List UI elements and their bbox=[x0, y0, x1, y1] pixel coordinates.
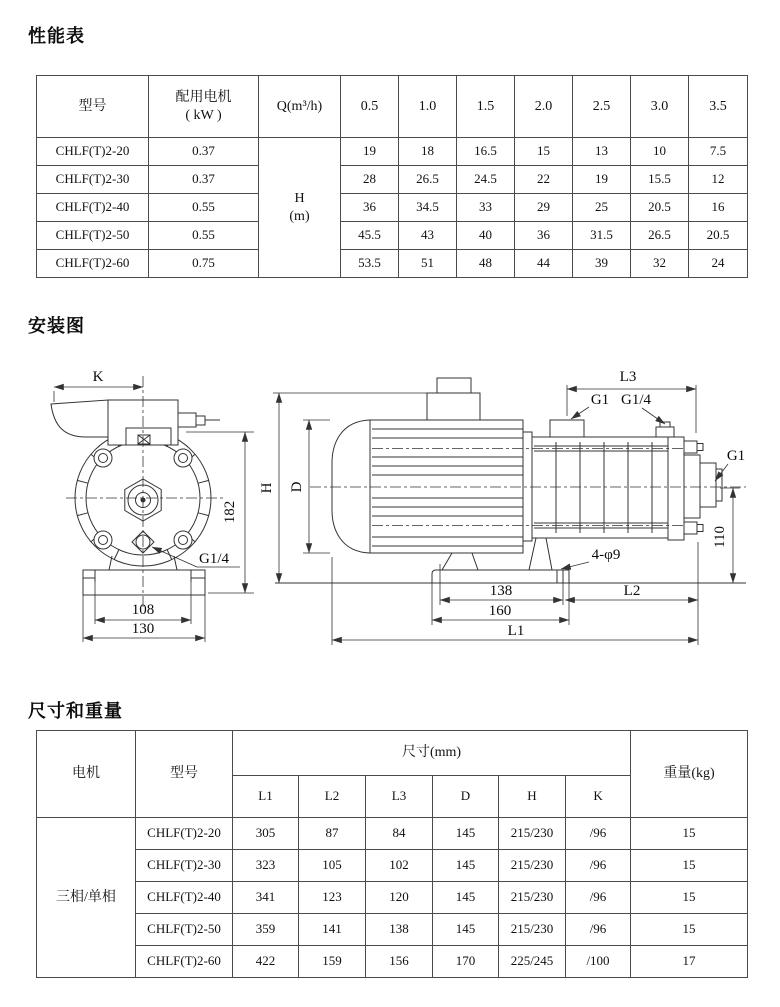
performance-section-title: 性能表 bbox=[28, 26, 85, 47]
head-value-cell: 31.5 bbox=[573, 222, 631, 250]
model-cell: CHLF(T)2-60 bbox=[136, 946, 233, 978]
dim-label-160: 160 bbox=[488, 603, 512, 619]
foot-plate bbox=[432, 570, 569, 583]
head-value-cell: 7.5 bbox=[689, 138, 748, 166]
dim-cell: 84 bbox=[366, 818, 433, 850]
head-value-cell: 25 bbox=[573, 194, 631, 222]
head-value-cell: 36 bbox=[341, 194, 399, 222]
weight-cell: 15 bbox=[631, 914, 748, 946]
head-value-cell: 19 bbox=[573, 166, 631, 194]
power-cell: 0.55 bbox=[149, 222, 259, 250]
dimensions-table bbox=[36, 730, 748, 978]
perf-header-q: Q(m³/h) bbox=[259, 76, 341, 138]
head-value-cell: 10 bbox=[631, 138, 689, 166]
perf-header-power-line2: ( kW ) bbox=[185, 107, 222, 123]
dims-subheader: L2 bbox=[299, 776, 366, 818]
dim-cell: 215/230 bbox=[499, 818, 566, 850]
dim-label-l3: L3 bbox=[619, 369, 637, 385]
model-cell: CHLF(T)2-40 bbox=[136, 882, 233, 914]
head-value-cell: 36 bbox=[515, 222, 573, 250]
head-value-cell: 22 bbox=[515, 166, 573, 194]
dim-cell: 145 bbox=[433, 914, 499, 946]
dims-subheader: L3 bbox=[366, 776, 433, 818]
power-cell: 0.37 bbox=[149, 166, 259, 194]
dims-header-model: 型号 bbox=[136, 731, 233, 818]
installation-diagram bbox=[28, 350, 752, 680]
dim-label-outlet-g1: G1 bbox=[726, 448, 746, 464]
table-row bbox=[37, 138, 748, 166]
table-row bbox=[37, 166, 748, 194]
dim-label-k: K bbox=[92, 369, 104, 385]
vent-plug bbox=[656, 427, 674, 437]
outlet-port bbox=[700, 463, 716, 507]
dims-header-motor: 电机 bbox=[37, 731, 136, 818]
power-cell: 0.55 bbox=[149, 194, 259, 222]
dim-cell: /100 bbox=[566, 946, 631, 978]
dim-cell: 145 bbox=[433, 818, 499, 850]
head-value-cell: 45.5 bbox=[341, 222, 399, 250]
dim-cell: 141 bbox=[299, 914, 366, 946]
head-value-cell: 33 bbox=[457, 194, 515, 222]
table-row bbox=[37, 818, 748, 850]
head-value-cell: 26.5 bbox=[399, 166, 457, 194]
dim-label-vent-g14: G1/4 bbox=[621, 392, 651, 408]
end-flange bbox=[668, 437, 684, 540]
motor-body bbox=[332, 420, 523, 553]
head-value-cell: 44 bbox=[515, 250, 573, 278]
dim-cell: 145 bbox=[433, 882, 499, 914]
head-value-cell: 20.5 bbox=[631, 194, 689, 222]
head-value-cell: 15.5 bbox=[631, 166, 689, 194]
model-cell: CHLF(T)2-20 bbox=[136, 818, 233, 850]
head-value-cell: 16.5 bbox=[457, 138, 515, 166]
dimensions-section-title: 尺寸和重量 bbox=[28, 701, 123, 722]
dims-header-size: 尺寸(mm) bbox=[233, 731, 631, 776]
dim-cell: 156 bbox=[366, 946, 433, 978]
dim-cell: 215/230 bbox=[499, 914, 566, 946]
pump-base bbox=[83, 570, 205, 595]
side-connector bbox=[178, 413, 196, 427]
dims-subheader: K bbox=[566, 776, 631, 818]
head-unit-cell bbox=[259, 138, 341, 278]
dim-label-182: 182 bbox=[222, 500, 238, 524]
dim-label-l1: L1 bbox=[507, 623, 525, 639]
perf-header-flow: 1.0 bbox=[399, 76, 457, 138]
table-row bbox=[37, 850, 748, 882]
dim-label-108: 108 bbox=[131, 602, 155, 618]
perf-header-power bbox=[149, 76, 259, 138]
dim-cell: 102 bbox=[366, 850, 433, 882]
weight-cell: 15 bbox=[631, 882, 748, 914]
weight-cell: 17 bbox=[631, 946, 748, 978]
installation-section-title: 安装图 bbox=[28, 316, 85, 337]
table-row bbox=[37, 946, 748, 978]
head-value-cell: 26.5 bbox=[631, 222, 689, 250]
dim-cell: 120 bbox=[366, 882, 433, 914]
model-cell: CHLF(T)2-30 bbox=[37, 166, 149, 194]
head-value-cell: 20.5 bbox=[689, 222, 748, 250]
dim-label-130: 130 bbox=[131, 621, 155, 637]
dim-cell: 323 bbox=[233, 850, 299, 882]
dim-cell: 145 bbox=[433, 850, 499, 882]
model-cell: CHLF(T)2-40 bbox=[37, 194, 149, 222]
model-cell: CHLF(T)2-50 bbox=[37, 222, 149, 250]
dim-cell: 105 bbox=[299, 850, 366, 882]
dim-label-drain-g14: G1/4 bbox=[199, 551, 229, 567]
dim-label-138: 138 bbox=[489, 583, 513, 599]
head-value-cell: 29 bbox=[515, 194, 573, 222]
dim-label-mount-holes: 4-φ9 bbox=[591, 547, 621, 563]
dims-subheader: L1 bbox=[233, 776, 299, 818]
dim-cell: /96 bbox=[566, 882, 631, 914]
dim-cell: 138 bbox=[366, 914, 433, 946]
bracket bbox=[51, 400, 108, 437]
perf-header-power-line1: 配用电机 bbox=[175, 90, 232, 105]
perf-header-flow: 1.5 bbox=[457, 76, 515, 138]
dim-cell: 170 bbox=[433, 946, 499, 978]
head-value-cell: 48 bbox=[457, 250, 515, 278]
dims-subheader: D bbox=[433, 776, 499, 818]
table-row bbox=[37, 194, 748, 222]
head-value-cell: 24 bbox=[689, 250, 748, 278]
head-value-cell: 43 bbox=[399, 222, 457, 250]
front-view bbox=[51, 369, 254, 642]
perf-header-flow: 0.5 bbox=[341, 76, 399, 138]
dim-cell: 341 bbox=[233, 882, 299, 914]
table-row bbox=[37, 250, 748, 278]
weight-cell: 15 bbox=[631, 850, 748, 882]
weight-cell: 15 bbox=[631, 818, 748, 850]
table-row bbox=[37, 882, 748, 914]
dim-cell: 123 bbox=[299, 882, 366, 914]
dim-cell: 422 bbox=[233, 946, 299, 978]
dims-subheader: H bbox=[499, 776, 566, 818]
end-housing bbox=[684, 455, 700, 518]
dims-header-weight: 重量(kg) bbox=[631, 731, 748, 818]
model-cell: CHLF(T)2-20 bbox=[37, 138, 149, 166]
head-value-cell: 15 bbox=[515, 138, 573, 166]
dim-label-h: H bbox=[259, 482, 275, 494]
dim-cell: 215/230 bbox=[499, 850, 566, 882]
side-view bbox=[259, 369, 746, 645]
perf-header-flow: 3.0 bbox=[631, 76, 689, 138]
head-unit: (m) bbox=[289, 208, 310, 224]
perf-header-model: 型号 bbox=[37, 76, 149, 138]
head-value-cell: 39 bbox=[573, 250, 631, 278]
table-row bbox=[37, 222, 748, 250]
head-value-cell: 32 bbox=[631, 250, 689, 278]
power-cell: 0.37 bbox=[149, 138, 259, 166]
perf-header-flow: 3.5 bbox=[689, 76, 748, 138]
head-value-cell: 13 bbox=[573, 138, 631, 166]
dim-cell: 225/245 bbox=[499, 946, 566, 978]
dim-cell: 305 bbox=[233, 818, 299, 850]
dim-cell: 159 bbox=[299, 946, 366, 978]
table-row bbox=[37, 914, 748, 946]
head-value-cell: 28 bbox=[341, 166, 399, 194]
motor-type-cell: 三相/单相 bbox=[37, 818, 136, 978]
head-value-cell: 40 bbox=[457, 222, 515, 250]
dim-label-inlet-g1: G1 bbox=[590, 392, 610, 408]
dim-cell: 87 bbox=[299, 818, 366, 850]
dim-cell: /96 bbox=[566, 914, 631, 946]
performance-table bbox=[36, 75, 748, 278]
dim-label-l2: L2 bbox=[623, 583, 641, 599]
head-value-cell: 24.5 bbox=[457, 166, 515, 194]
model-cell: CHLF(T)2-30 bbox=[136, 850, 233, 882]
head-value-cell: 34.5 bbox=[399, 194, 457, 222]
suction-port bbox=[550, 420, 584, 437]
dim-label-110: 110 bbox=[712, 526, 728, 548]
model-cell: CHLF(T)2-50 bbox=[136, 914, 233, 946]
dim-cell: /96 bbox=[566, 818, 631, 850]
dim-label-d: D bbox=[289, 481, 305, 493]
head-value-cell: 16 bbox=[689, 194, 748, 222]
head-value-cell: 12 bbox=[689, 166, 748, 194]
head-value-cell: 53.5 bbox=[341, 250, 399, 278]
dim-cell: 215/230 bbox=[499, 882, 566, 914]
head-value-cell: 51 bbox=[399, 250, 457, 278]
motor-terminal-box bbox=[427, 393, 480, 420]
power-cell: 0.75 bbox=[149, 250, 259, 278]
head-value-cell: 19 bbox=[341, 138, 399, 166]
perf-header-flow: 2.5 bbox=[573, 76, 631, 138]
dim-cell: /96 bbox=[566, 850, 631, 882]
head-value-cell: 18 bbox=[399, 138, 457, 166]
model-cell: CHLF(T)2-60 bbox=[37, 250, 149, 278]
dim-cell: 359 bbox=[233, 914, 299, 946]
perf-header-flow: 2.0 bbox=[515, 76, 573, 138]
head-label: H bbox=[294, 191, 305, 206]
